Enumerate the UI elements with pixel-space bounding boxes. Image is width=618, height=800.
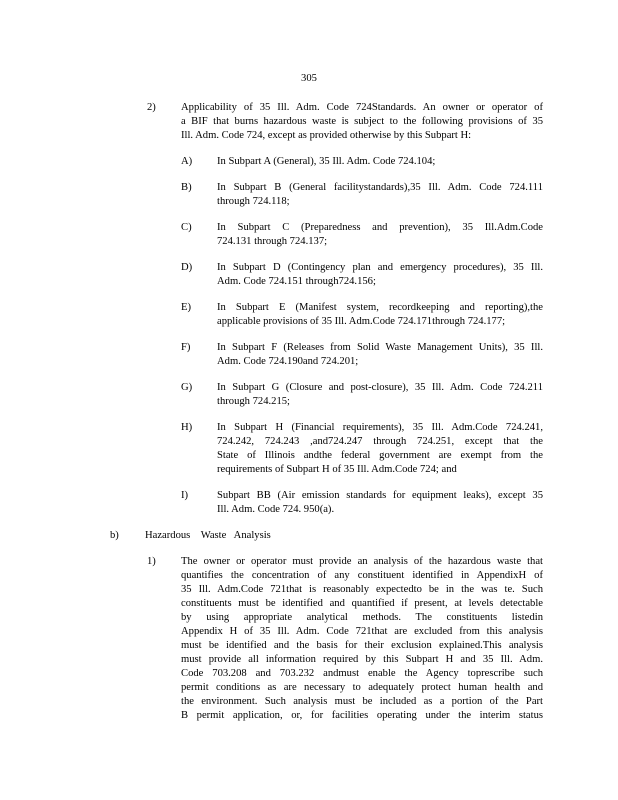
subitem-c-text xyxy=(217,221,543,249)
text-line: Applicability of 35 Ill. Adm. Code 724Standards. An owner or operator of xyxy=(181,102,543,113)
text-line: In Subpart D (Contingency plan and emergency procedures), 35 Ill. xyxy=(217,262,543,273)
text-line: In Subpart C (Preparedness and prevention), 35 Ill.Adm.Code xyxy=(217,222,543,233)
text-line: 724.131 through 724.137; xyxy=(217,236,328,247)
text-line: Ill. Adm. Code 724. 950(a). xyxy=(217,504,335,515)
text-line: State of Illinois andthe federal government are exempt from the xyxy=(217,450,543,461)
subitem-f-text xyxy=(217,341,543,369)
subitem-f-label: F) xyxy=(181,342,191,353)
subitem-e-label: E) xyxy=(181,302,191,313)
item-2-label: 2) xyxy=(147,102,156,113)
subitem-a-text xyxy=(217,155,543,169)
text-line: by using appropriate analytical methods. The constituents listedin xyxy=(181,612,543,623)
section-b-title: Hazardous Waste Analysis xyxy=(145,530,271,541)
item-b1-label: 1) xyxy=(147,556,156,567)
subitem-g-text xyxy=(217,381,543,409)
text-line: The owner or operator must provide an analysis of the hazardous waste that xyxy=(181,556,543,567)
subitem-g-label: G) xyxy=(181,382,193,393)
text-line: through 724.215; xyxy=(217,396,290,407)
text-line: Ill. Adm. Code 724, except as provided otherwise by this Subpart H: xyxy=(181,130,472,141)
text-line: 35 Ill. Adm.Code 721that is reasonably expectedto be in the was te. Such xyxy=(181,584,543,595)
subitem-b-label: B) xyxy=(181,182,192,193)
text-line: Adm. Code 724.190and 724.201; xyxy=(217,356,359,367)
text-line: B permit application, or, for facilities operating under the interim status xyxy=(181,710,543,721)
text-line: In Subpart A (General), 35 Ill. Adm. Code 724.104; xyxy=(217,156,436,167)
text-line: the environment. Such analysis must be included as a portion of the Part xyxy=(181,696,543,707)
subitem-i-label: I) xyxy=(181,490,189,501)
text-line: quantifies the concentration of any constituent identified in AppendixH of xyxy=(181,570,543,581)
subitem-c-label: C) xyxy=(181,222,192,233)
subitem-b-text xyxy=(217,181,543,209)
text-line: Appendix H of 35 Ill. Adm. Code 721that are excluded from this analysis xyxy=(181,626,543,637)
text-line: Adm. Code 724.151 through724.156; xyxy=(217,276,376,287)
text-line: constituents must be identified and quantified if present, at levels detectable xyxy=(181,598,543,609)
section-b-label: b) xyxy=(110,530,119,541)
text-line: permit conditions as are necessary to adequately protect human health and xyxy=(181,682,543,693)
subitem-h-text xyxy=(217,421,543,477)
text-line: applicable provisions of 35 Ill. Adm.Code 724.171through 724.177; xyxy=(217,316,506,327)
item-b1-text xyxy=(181,555,543,723)
text-line: In Subpart H (Financial requirements), 35 Ill. Adm.Code 724.241, xyxy=(217,422,543,433)
text-line: 724.242, 724.243 ,and724.247 through 724.251, except that the xyxy=(217,436,543,447)
text-line: In Subpart E (Manifest system, recordkeeping and reporting),the xyxy=(217,302,543,313)
subitem-d-label: D) xyxy=(181,262,193,273)
text-line: through 724.118; xyxy=(217,196,290,207)
subitem-a-label: A) xyxy=(181,156,193,167)
subitem-h-label: H) xyxy=(181,422,193,433)
item-2-text xyxy=(181,101,543,143)
text-line: must provide all information required by this Subpart H and 35 Ill. Adm. xyxy=(181,654,543,665)
text-line: In Subpart G (Closure and post-closure), 35 Ill. Adm. Code 724.211 xyxy=(217,382,543,393)
text-line: a BIF that burns hazardous waste is subject to the following provisions of 35 xyxy=(181,116,543,127)
page-number: 305 xyxy=(301,73,317,84)
subitem-d-text xyxy=(217,261,543,289)
text-line: In Subpart F (Releases from Solid Waste Management Units), 35 Ill. xyxy=(217,342,543,353)
text-line: In Subpart B (General facilitystandards),35 Ill. Adm. Code 724.111 xyxy=(217,182,543,193)
subitem-i-text xyxy=(217,489,543,517)
text-line: Code 703.208 and 703.232 andmust enable the Agency toprescribe such xyxy=(181,668,543,679)
text-line: requirements of Subpart H of 35 Ill. Adm.Code 724; and xyxy=(217,464,457,475)
subitem-e-text xyxy=(217,301,543,329)
text-line: must be identified and the basis for their exclusion explained.This analysis xyxy=(181,640,543,651)
text-line: Subpart BB (Air emission standards for equipment leaks), except 35 xyxy=(217,490,543,501)
